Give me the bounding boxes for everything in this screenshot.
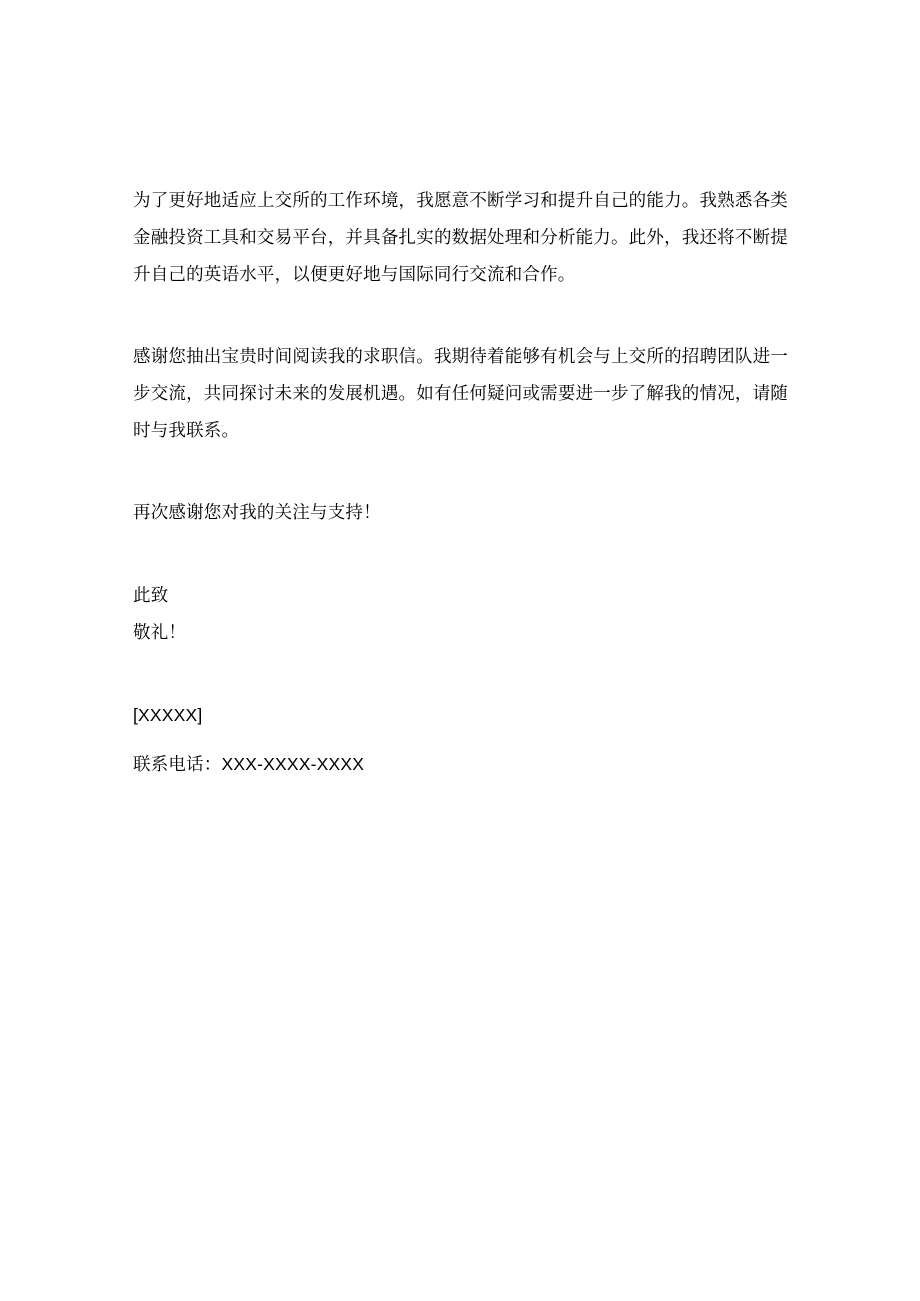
paragraph-thanks-and-contact: 感谢您抽出宝贵时间阅读我的求职信。我期待着能够有机会与上交所的招聘团队进一步交流，共同探讨未来的发展机遇。如有任何疑问或需要进一步了解我的情况，请随时与我联系。 bbox=[133, 347, 788, 441]
contact-number: XXX-XXXX-XXXX bbox=[221, 754, 365, 774]
paragraph-final-thanks: 再次感谢您对我的关注与支持！ bbox=[133, 503, 381, 523]
signature-name: [XXXXX] bbox=[133, 705, 203, 725]
closing-line-1: 此致 bbox=[133, 586, 169, 606]
paragraph-self-improvement: 为了更好地适应上交所的工作环境，我愿意不断学习和提升自己的能力。我熟悉各类金融投资工具和交易平台，并具备扎实的数据处理和分析能力。此外，我还将不断提升自己的英语水平，以便更好地与国际同行交流和合作。 bbox=[133, 191, 788, 285]
contact-label: 联系电话： bbox=[133, 755, 222, 775]
contact-line bbox=[133, 746, 788, 784]
closing-line-2: 敬礼！ bbox=[133, 623, 187, 643]
letter-body bbox=[133, 183, 788, 784]
